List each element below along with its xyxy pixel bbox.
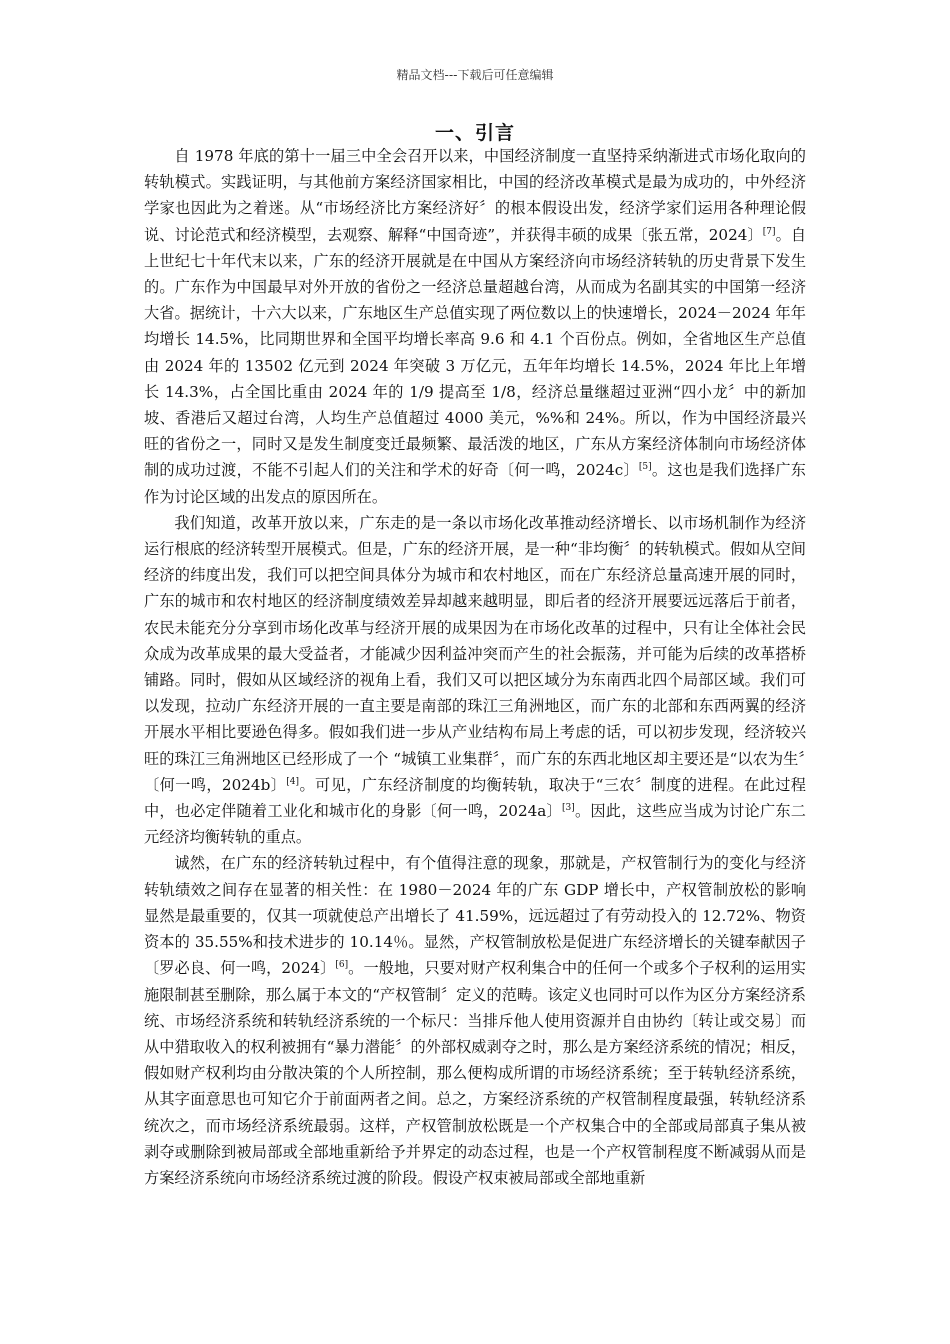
text-run: 。一般地，只要对财产权利集合中的任何一个或多个子权利的运用实施限制甚至删除，那么属于本文的“产权管制〞定义的范畴。该定义也同时可以作为区分方案经济系统、市场经济系统和转轨经济系统的一个标尺：当排斥他人使用资源并自由协约〔转让或交易〕而从中猎取收入的权利被拥有“暴力潜能〞的外部权威剥夺之时，那么是方案经济系统的情况；相反，假如财产权利均由分散决策的个人所控制，那么便构成所谓的市场经济系统；至于转轨经济系统，从其字面意思也可知它介于前面两者之间。总之，方案经济系统的产权管制程度最强，转轨经济系统次之，而市场经济系统最弱。这样，产权管制放松既是一个产权集合中的全部或局部真子集从被剥夺或删除到被局部或全部地重新给予并界定的动态过程，也是一个产权管制程度不断减弱从而是方案经济系统向市场经济系统过渡的阶段。假设产权束被局部或全部地重新 bbox=[144, 959, 806, 1187]
citation-ref: [7] bbox=[762, 226, 776, 237]
body-text bbox=[144, 143, 806, 1191]
text-run: 。这也是我们选择广东作为讨论区域的出发点的原因所在。 bbox=[144, 461, 806, 506]
citation-ref: [4] bbox=[286, 776, 300, 787]
text-run: 。自上世纪七十年代末以来，广东的经济开展就是在中国从方案经济向市场经济转轨的历史背景下发生的。广东作为中国最早对外开放的省份之一经济总量超越台湾，从而成为名副其实的中国第一经济大省。据统计，十六大以来，广东地区生产总值实现了两位数以上的快速增长，2024－2024 年年均增长 14.5%，比同期世界和全国平均增长率高 9.6 和 4.1 个百份点。例如，全省地区生产总值由 2024 年的 13502 亿元到 2024 年突破 3 万亿元，五年年均增长 14.5%，2024 年比上年增长 14.3%，占全国比重由 2024 年的 1/9 提高至 1/8，经济总量继超过亚洲“四小龙〞中的新加坡、香港后又超过台湾，人均生产总值超过 4000 美元，%%和 24%。所以，作为中国经济最兴旺的省份之一，同时又是发生制度变迁最频繁、最活泼的地区，广东从方案经济体制向市场经济体制的成功过渡，不能不引起人们的关注和学术的好奇〔何一鸣，2024c〕 bbox=[144, 225, 807, 480]
paragraph-3 bbox=[144, 850, 806, 1191]
citation-ref: [3] bbox=[561, 803, 575, 814]
citation-ref: [5] bbox=[638, 462, 652, 473]
section-title: 一、引言 bbox=[434, 122, 515, 144]
page-header: 精品文档---下载后可任意编辑 bbox=[396, 68, 554, 82]
paragraph-1 bbox=[144, 143, 806, 510]
paragraph-2 bbox=[144, 510, 806, 851]
text-run: 。可见，广东经济制度的均衡转轨，取决于“三农〞制度的进程。在此过程中，也必定伴随着工业化和城市化的身影〔何一鸣，2024a〕 bbox=[144, 775, 806, 821]
text-run: 我们知道，改革开放以来，广东走的是一条以市场化改革推动经济增长、以市场机制作为经济运行根底的经济转型开展模式。但是，广东的经济开展，是一种“非均衡〞的转轨模式。假如从空间经济的纬度出发，我们可以把空间具体分为城市和农村地区，而在广东经济总量高速开展的同时，广东的城市和农村地区的经济制度绩效差异却越来越明显，即后者的经济开展要远远落后于前者，农民未能充分分享到市场化改革与经济开展的成果因为在市场化改革的过程中，只有让全体社会民众成为改革成果的最大受益者，才能减少因利益冲突而产生的社会振荡，并可能为后续的改革搭桥铺路。同时，假如从区域经济的视角上看，我们又可以把区域分为东南西北四个局部区域。我们可以发现，拉动广东经济开展的一直主要是南部的珠江三角洲地区，而广东的北部和东西两翼的经济开展水平相比要逊色得多。假如我们进一步从产业结构布局上考虑的话，可以初步发现，经济较兴旺的珠江三角洲地区已经形成了一个 “城镇工业集群〞，而广东的东西北地区却主要还是“以农为生〞〔何一鸣，2024b〕 bbox=[144, 513, 806, 794]
text-run: 诚然，在广东的经济转轨过程中，有个值得注意的现象，那就是，产权管制行为的变化与经济转轨绩效之间存在显著的相关性：在 1980－2024 年的广东 GDP 增长中，产权管制放松的影响显然是最重要的，仅其一项就使总产出增长了 41.59%，远远超过了有劳动投入的 12.72%、物资资本的 35.55%和技术进步的 10.14％。显然，产权管制放松是促进广东经济增长的关键奉献因子〔罗必良、何一鸣，2024〕 bbox=[144, 854, 806, 978]
citation-ref: [6] bbox=[335, 960, 349, 971]
text-run: 。因此，这些应当成为讨论广东二元经济均衡转轨的重点。 bbox=[144, 802, 806, 847]
text-run: 自 1978 年底的第十一届三中全会召开以来，中国经济制度一直坚持采纳渐进式市场化取向的转轨模式。实践证明，与其他前方案经济国家相比，中国的经济改革模式是最为成功的，中外经济学家也因此为之着迷。从“市场经济比方案经济好〞的根本假设出发，经济学家们运用各种理论假说、讨论范式和经济模型，去观察、解释“中国奇迹”，并获得丰硕的成果〔张五常，2024〕 bbox=[144, 147, 806, 244]
